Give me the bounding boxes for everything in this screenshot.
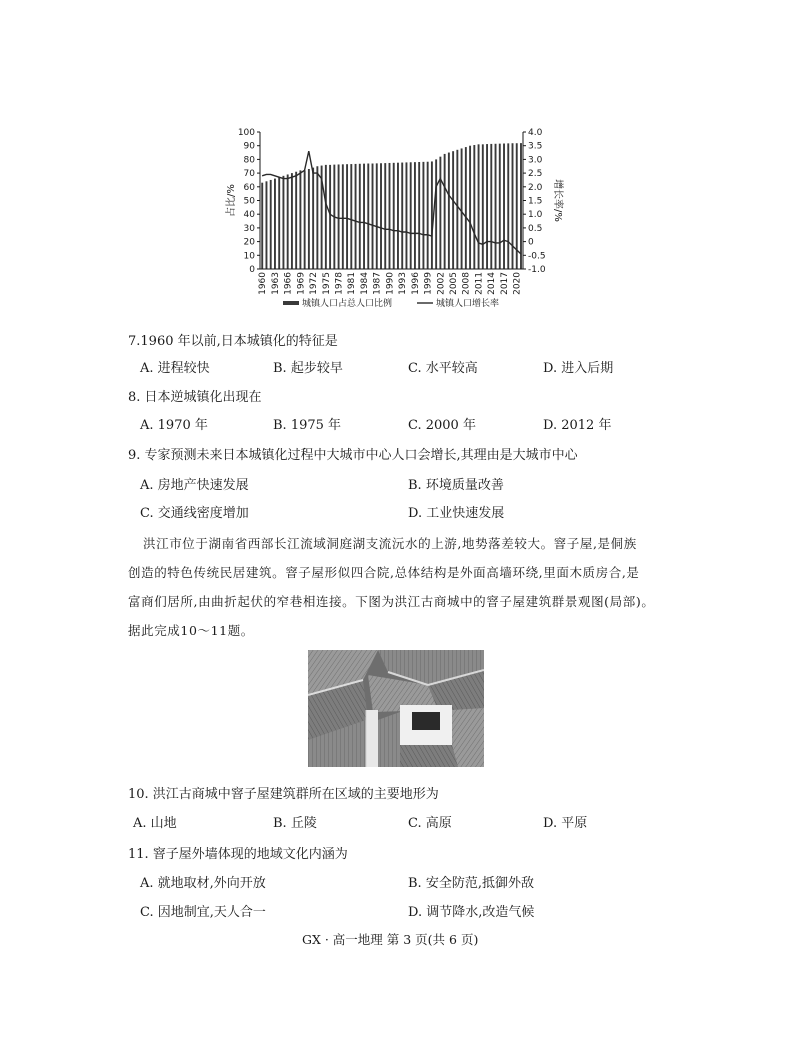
right-axis-title: 增长率/% xyxy=(552,179,563,222)
x-tick-label: 1969 xyxy=(296,272,307,295)
bar-2007 xyxy=(461,148,463,269)
bar-2009 xyxy=(469,146,471,269)
left-tick-label: 100 xyxy=(237,128,255,138)
bar-2002 xyxy=(439,157,441,269)
left-tick-label: 80 xyxy=(243,155,255,166)
urbanization-chart xyxy=(205,122,575,322)
x-tick-label: 2011 xyxy=(474,272,485,295)
legend-swatch-bar xyxy=(283,301,299,305)
bar-2001 xyxy=(435,159,437,269)
x-tick-label: 2005 xyxy=(449,272,460,295)
passage-line-4: 据此完成10～11题。 xyxy=(128,623,254,638)
left-axis-title: 占比/% xyxy=(226,184,237,217)
q8-option-b[interactable]: B. 1975 年 xyxy=(273,418,342,433)
right-tick-label: 2.5 xyxy=(528,169,543,180)
q7-option-a[interactable]: A. 进程较快 xyxy=(140,361,210,376)
right-tick-label: 1.5 xyxy=(528,196,543,207)
bar-1994 xyxy=(406,162,408,269)
right-tick-label: 3.5 xyxy=(528,141,543,152)
x-tick-label: 2008 xyxy=(461,272,472,295)
q7-option-c[interactable]: C. 水平较高 xyxy=(408,361,478,376)
bar-1962 xyxy=(270,180,272,269)
x-tick-label: 2002 xyxy=(436,272,447,295)
bar-1987 xyxy=(376,163,378,269)
x-tick-label: 1993 xyxy=(398,272,409,295)
left-tick-label: 90 xyxy=(243,141,255,152)
q7-option-b[interactable]: B. 起步较早 xyxy=(273,361,343,376)
bar-1979 xyxy=(342,164,344,269)
bar-2017 xyxy=(503,144,505,269)
yinzi-house-photo xyxy=(308,650,484,767)
x-tick-label: 1960 xyxy=(258,272,269,295)
bar-1967 xyxy=(291,173,293,269)
x-tick-label: 1999 xyxy=(423,272,434,295)
bar-1970 xyxy=(304,170,306,269)
left-tick-label: 10 xyxy=(243,251,255,262)
q11-option-d[interactable]: D. 调节降水,改造气候 xyxy=(408,905,535,920)
right-tick-label: 2.0 xyxy=(528,182,543,193)
bar-1961 xyxy=(266,181,268,269)
bar-1992 xyxy=(397,163,399,269)
bar-1976 xyxy=(329,165,331,269)
bar-1971 xyxy=(308,169,310,269)
q9-stem: 9. 专家预测未来日本城镇化过程中大城市中心人口会增长,其理由是大城市中心 xyxy=(128,448,578,463)
chart-legend xyxy=(283,297,499,309)
q8-option-c[interactable]: C. 2000 年 xyxy=(408,418,476,433)
bar-1990 xyxy=(389,163,391,269)
x-tick-label: 1984 xyxy=(359,272,370,295)
bar-1975 xyxy=(325,165,327,269)
q10-option-b[interactable]: B. 丘陵 xyxy=(273,816,317,831)
bar-2006 xyxy=(456,150,458,269)
bar-1984 xyxy=(363,164,365,269)
bar-1972 xyxy=(312,168,314,269)
bar-2021 xyxy=(520,143,522,269)
bar-2003 xyxy=(444,154,446,269)
x-tick-label: 1996 xyxy=(410,272,421,295)
bar-1978 xyxy=(338,164,340,269)
left-tick-label: 50 xyxy=(243,196,255,207)
bar-1998 xyxy=(422,162,424,269)
q11-option-a[interactable]: A. 就地取材,外向开放 xyxy=(140,876,266,891)
chart-plot-area xyxy=(261,143,522,269)
bar-2005 xyxy=(452,151,454,269)
bar-2004 xyxy=(448,153,450,269)
q10-option-c[interactable]: C. 高原 xyxy=(408,816,452,831)
left-tick-label: 30 xyxy=(243,223,255,234)
q8-option-d[interactable]: D. 2012 年 xyxy=(543,418,612,433)
bar-1966 xyxy=(287,174,289,269)
passage-line-3: 富商们居所,由曲折起伏的窄巷相连接。下图为洪江古商城中的窨子屋建筑群景观图(局部)。 xyxy=(128,594,655,609)
x-tick-label: 1975 xyxy=(321,272,332,295)
bar-2011 xyxy=(478,144,480,269)
bar-2008 xyxy=(465,147,467,269)
q11-stem: 11. 窨子屋外墙体现的地域文化内涵为 xyxy=(128,847,348,862)
q8-option-a[interactable]: A. 1970 年 xyxy=(140,418,208,433)
right-tick-label: 0 xyxy=(528,237,534,248)
x-tick-label: 1981 xyxy=(347,272,358,295)
left-tick-label: 70 xyxy=(243,169,255,180)
bar-1995 xyxy=(410,162,412,269)
legend-label-line: 城镇人口增长率 xyxy=(436,299,500,309)
x-tick-label: 2017 xyxy=(499,272,510,295)
right-tick-label: 1.0 xyxy=(528,210,543,221)
passage-line-1: 洪江市位于湖南省西部长江流域洞庭湖支流沅水的上游,地势落差较大。窨子屋,是侗族 xyxy=(143,536,637,551)
q9-option-b[interactable]: B. 环境质量改善 xyxy=(408,478,504,493)
left-tick-label: 0 xyxy=(249,265,255,275)
bar-1997 xyxy=(418,162,420,269)
bar-2019 xyxy=(512,143,514,269)
bar-1996 xyxy=(414,162,416,269)
right-tick-label: -0.5 xyxy=(528,251,546,262)
bar-1969 xyxy=(299,170,301,269)
bar-1981 xyxy=(350,164,352,269)
x-tick-label: 1990 xyxy=(385,272,396,295)
right-tick-label: 4.0 xyxy=(528,128,543,138)
q9-option-d[interactable]: D. 工业快速发展 xyxy=(408,506,505,521)
bar-1986 xyxy=(372,164,374,269)
bar-1964 xyxy=(278,177,280,269)
q10-option-d[interactable]: D. 平原 xyxy=(543,816,588,831)
bar-1991 xyxy=(393,163,395,269)
bar-2015 xyxy=(495,144,497,269)
legend-label-bar: 城镇人口占总人口比例 xyxy=(302,299,393,309)
right-tick-label: -1.0 xyxy=(528,265,546,275)
bar-1988 xyxy=(380,163,382,269)
bar-2016 xyxy=(499,144,501,269)
page-footer: GX · 高一地理 第 3 页(共 6 页) xyxy=(302,932,479,947)
right-tick-label: 0.5 xyxy=(528,223,543,234)
bar-1993 xyxy=(401,163,403,269)
bar-1973 xyxy=(316,166,318,269)
bar-1960 xyxy=(261,183,263,269)
passage-line-2: 创造的特色传统民居建筑。窨子屋形似四合院,总体结构是外面高墙环绕,里面木质房合,是 xyxy=(128,565,640,580)
q11-option-b[interactable]: B. 安全防范,抵御外敌 xyxy=(408,876,534,891)
bar-2000 xyxy=(431,161,433,269)
bar-2013 xyxy=(486,144,488,269)
bar-1983 xyxy=(359,164,361,269)
bar-1999 xyxy=(427,162,429,269)
q8-stem: 8. 日本逆城镇化出现在 xyxy=(128,390,262,405)
bar-1965 xyxy=(282,176,284,269)
q11-option-c[interactable]: C. 因地制宜,天人合一 xyxy=(140,905,266,920)
x-tick-label: 1987 xyxy=(372,272,383,295)
bar-2018 xyxy=(507,143,509,269)
x-tick-label: 1972 xyxy=(309,272,320,295)
bar-1982 xyxy=(355,164,357,269)
bar-2014 xyxy=(490,144,492,269)
bar-1963 xyxy=(274,179,276,269)
left-tick-label: 60 xyxy=(243,182,255,193)
bar-1980 xyxy=(346,164,348,269)
q10-stem: 10. 洪江古商城中窨子屋建筑群所在区域的主要地形为 xyxy=(128,787,439,802)
q9-option-a[interactable]: A. 房地产快速发展 xyxy=(140,478,249,493)
x-tick-label: 1966 xyxy=(283,272,294,295)
q7-option-d[interactable]: D. 进入后期 xyxy=(543,361,614,376)
right-tick-label: 3.0 xyxy=(528,155,543,166)
x-tick-label: 1978 xyxy=(334,272,345,295)
bar-1985 xyxy=(367,164,369,269)
left-tick-label: 40 xyxy=(243,210,255,221)
x-tick-label: 2014 xyxy=(487,272,498,295)
x-tick-label: 2020 xyxy=(512,272,523,295)
q10-option-a[interactable]: A. 山地 xyxy=(133,816,177,831)
left-tick-label: 20 xyxy=(243,237,255,248)
x-tick-label: 1963 xyxy=(270,272,281,295)
bar-2012 xyxy=(482,144,484,269)
q7-stem: 7.1960 年以前,日本城镇化的特征是 xyxy=(128,334,338,349)
bar-2010 xyxy=(473,145,475,269)
q9-option-c[interactable]: C. 交通线密度增加 xyxy=(140,506,249,521)
bar-1989 xyxy=(384,163,386,269)
bar-1968 xyxy=(295,172,297,269)
